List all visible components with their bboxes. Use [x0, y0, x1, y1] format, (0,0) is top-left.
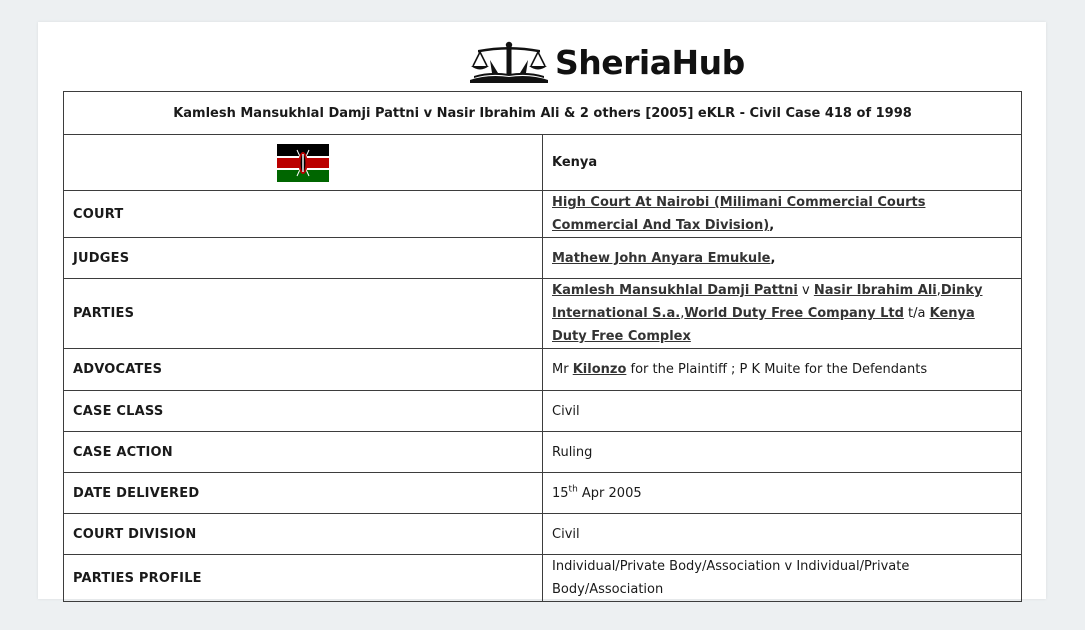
case-action-value: Ruling [543, 432, 1022, 473]
date-rest: Apr 2005 [577, 485, 642, 501]
brand-logo[interactable] [468, 38, 745, 86]
party-separator: , [936, 283, 941, 298]
date-label: DATE DELIVERED [64, 473, 543, 514]
advocates-label: ADVOCATES [64, 349, 543, 391]
party-separator: , [680, 306, 685, 321]
profile-value: Individual/Private Body/Association v Individual/Private Body/Association [543, 555, 1022, 602]
case-details-table [63, 91, 1022, 602]
party-link-2[interactable]: Nasir Ibrahim Ali [813, 283, 937, 298]
judge-link[interactable]: Mathew John Anyara Emukule [552, 250, 771, 266]
court-row [64, 191, 1022, 238]
case-title: Kamlesh Mansukhlal Damji Pattni v Nasir Ibrahim Ali & 2 others [2005] eKLR - Civil Case 418 of 1998 [64, 92, 1022, 135]
flag-cell [64, 135, 543, 191]
case-card [38, 22, 1046, 599]
judges-cell [543, 238, 1022, 279]
party-link-3[interactable]: Dinky International S.a. [552, 283, 983, 321]
advocates-cell [543, 349, 1022, 391]
case-class-row [64, 391, 1022, 432]
scales-of-justice-icon [468, 40, 550, 84]
kenya-flag-icon [277, 144, 329, 182]
advocate-prefix: Mr [552, 362, 573, 377]
trading-as-text: t/a [903, 306, 930, 321]
versus-text: v [797, 283, 814, 298]
party-link-4[interactable]: World Duty Free Company Ltd [684, 306, 904, 321]
party-link-5[interactable]: Kenya Duty Free Complex [552, 306, 975, 344]
case-class-value: Civil [543, 391, 1022, 432]
court-label: COURT [64, 191, 543, 238]
brand-name: SheriaHub [555, 42, 745, 82]
country-row [64, 135, 1022, 191]
date-suffix: th [568, 484, 578, 495]
court-suffix: , [769, 218, 775, 233]
division-row [64, 514, 1022, 555]
advocate-link[interactable]: Kilonzo [572, 362, 627, 377]
country-value: Kenya [543, 135, 1022, 191]
advocates-rest: for the Plaintiff ; P K Muite for the Defendants [626, 362, 928, 377]
date-day: 15 [552, 485, 569, 501]
date-row [64, 473, 1022, 514]
division-label: COURT DIVISION [64, 514, 543, 555]
date-cell [543, 473, 1022, 514]
title-row [64, 92, 1022, 135]
judges-suffix: , [770, 250, 776, 266]
case-action-row [64, 432, 1022, 473]
advocates-row [64, 349, 1022, 391]
division-value: Civil [543, 514, 1022, 555]
profile-label: PARTIES PROFILE [64, 555, 543, 602]
case-action-label: CASE ACTION [64, 432, 543, 473]
party-link-1[interactable]: Kamlesh Mansukhlal Damji Pattni [552, 283, 798, 298]
parties-label: PARTIES [64, 279, 543, 349]
judges-row [64, 238, 1022, 279]
court-link[interactable]: High Court At Nairobi (Milimani Commercial Courts Commercial And Tax Division) [552, 195, 926, 233]
case-class-label: CASE CLASS [64, 391, 543, 432]
parties-cell [543, 279, 1022, 349]
judges-label: JUDGES [64, 238, 543, 279]
profile-row [64, 555, 1022, 602]
parties-row [64, 279, 1022, 349]
court-cell [543, 191, 1022, 238]
